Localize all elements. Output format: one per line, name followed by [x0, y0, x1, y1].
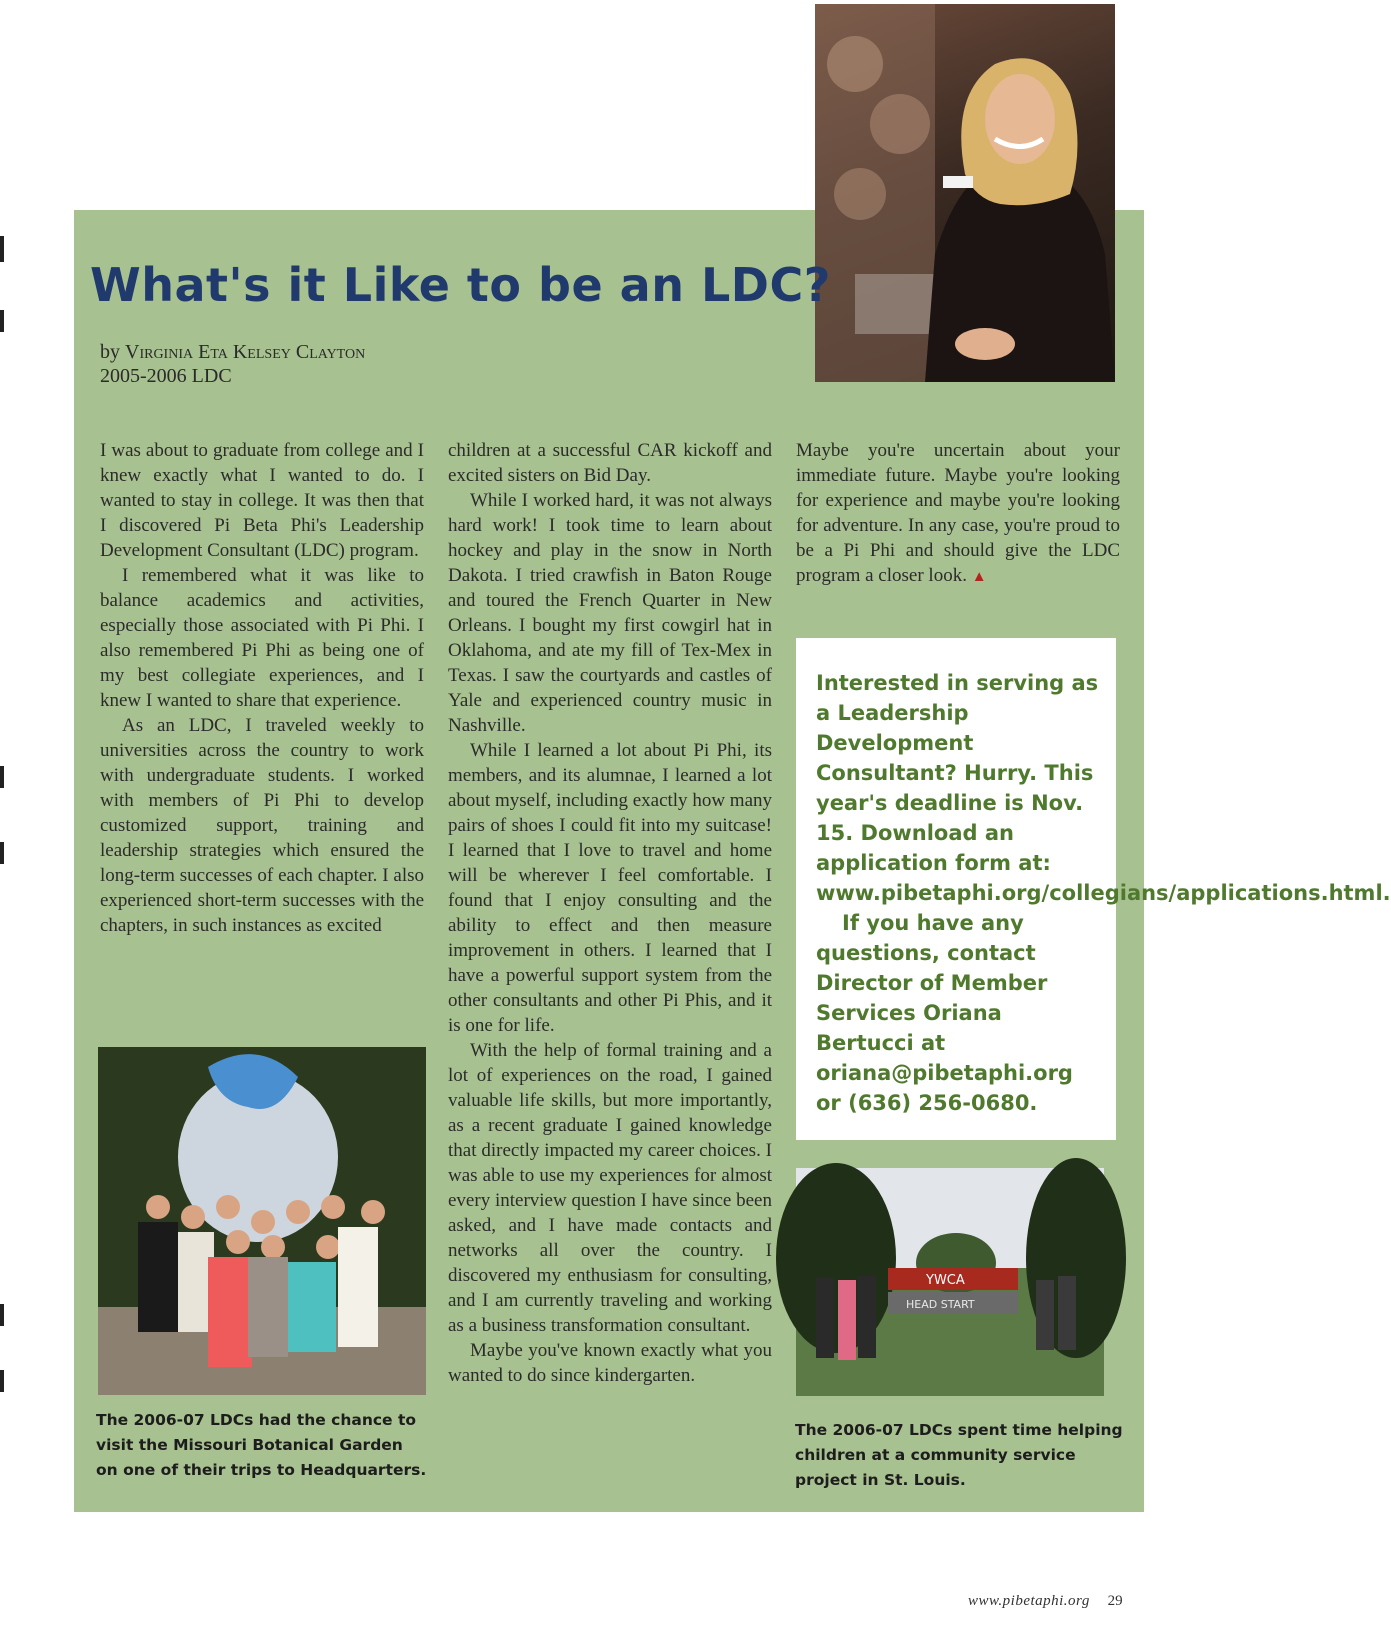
- page-edge-mark: [0, 766, 4, 788]
- footer-url: www.pibetaphi.org: [968, 1593, 1090, 1609]
- article-column-2: [448, 438, 772, 1388]
- botanical-garden-illustration: [98, 1047, 426, 1395]
- article-title: What's it Like to be an LDC?: [90, 258, 831, 312]
- recruitment-sidebar: [796, 638, 1391, 1140]
- garden-photo-caption: The 2006-07 LDCs had the chance to visit the Missouri Botanical Garden on one of their trips to Headquarters.: [96, 1411, 427, 1479]
- headstart-sign-text: HEAD START: [906, 1298, 975, 1311]
- article-column-1: [100, 438, 424, 938]
- paragraph: While I learned a lot about Pi Phi, its members, and its alumnae, I learned a lot about myself, including exactly how many pairs of shoes I could fit into my suitcase! I learned that I love to travel and home will be wherever I feel comfortable. I found that I enjoy consulting and the ability to effect and then measure improvement in others. I learned that I have a powerful support system from the other consultants and other Pi Phis, and it is one for life.: [448, 740, 772, 1036]
- ywca-photo: [796, 1168, 1104, 1396]
- paragraph: While I worked hard, it was not always hard work! I took time to learn about hockey and play in the snow in North Dakota. I tried crawfish in Baton Rouge and toured the French Quarter in New Orleans. I bought my first cowgirl hat in Oklahoma, and ate my fill of Tex-Mex in Texas. I saw the courtyards and castles of Yale and experienced country music in Nashville.: [448, 490, 772, 736]
- paragraph: I was about to graduate from college and I knew exactly what I wanted to do. I wanted to stay in college. It was then that I discovered Pi Beta Phi's Leadership Development Consultant (LDC) program.: [100, 440, 424, 561]
- byline: [100, 340, 365, 388]
- paragraph: With the help of formal training and a lot of experiences on the road, I gained valuable life skills, but more importantly, as a recent graduate I gained knowledge that directly impacted my career choices. I was able to use my experiences for almost every interview question I have since been asked, and I have made contacts and networks all over the country. I discovered my enthusiasm for consulting, and I am currently traveling and working as a business transformation consultant.: [448, 1040, 772, 1336]
- paragraph: I remembered what it was like to balance academics and activities, especially those associated with Pi Phi. I also remembered Pi Phi as being one of my best collegiate experiences, and I knew I wanted to share that experience.: [100, 565, 424, 711]
- ywca-illustration: [796, 1168, 1104, 1396]
- paragraph: children at a successful CAR kickoff and excited sisters on Bid Day.: [448, 440, 772, 486]
- page-edge-mark: [0, 236, 4, 262]
- byline-prefix: by: [100, 341, 120, 363]
- end-mark-icon: ▲: [971, 569, 987, 585]
- page-edge-mark: [0, 1304, 4, 1326]
- page-number: 29: [1107, 1593, 1123, 1609]
- paragraph: As an LDC, I traveled weekly to universities across the country to work with undergraduate students. I worked with members of Pi Phi to develop customized support, training and leadership strategies which ensured the long-term successes of each chapter. I also experienced short-term successes with the chapters, in such instances as excited: [100, 715, 424, 936]
- page-edge-mark: [0, 310, 4, 332]
- ywca-photo-caption: The 2006-07 LDCs spent time helping children at a community service project in St. Louis.: [795, 1421, 1123, 1489]
- article-column-3: [796, 438, 1120, 590]
- author-portrait-photo: [815, 4, 1115, 382]
- page-edge-mark: [0, 842, 4, 864]
- author-portrait-illustration: [815, 4, 1115, 382]
- author-name: Virginia Eta Kelsey Clayton: [125, 341, 366, 363]
- page-footer: [968, 1593, 1123, 1610]
- page-edge-mark: [0, 1370, 4, 1392]
- botanical-garden-photo: [98, 1047, 426, 1395]
- sidebar-paragraph: Interested in serving as a Leadership Development Consultant? Hurry. This year's deadline is Nov. 15. Download an application form at: www.pibetaphi.org/collegians/applications.html.: [816, 671, 1391, 905]
- paragraph: Maybe you've known exactly what you wanted to do since kindergarten.: [448, 1340, 772, 1386]
- paragraph: [796, 438, 1120, 590]
- ywca-sign-text: YWCA: [926, 1273, 965, 1288]
- sidebar-paragraph: If you have any questions, contact Director of Member Services Oriana Bertucci at oriana@pibetaphi.org or (636) 256-0680.: [816, 911, 1073, 1115]
- author-role: 2005-2006 LDC: [100, 365, 232, 387]
- paragraph-text: Maybe you're uncertain about your immediate future. Maybe you're looking for experience and maybe you're looking for adventure. In any case, you're proud to be a Pi Phi and should give the LDC program a closer look.: [796, 440, 1120, 586]
